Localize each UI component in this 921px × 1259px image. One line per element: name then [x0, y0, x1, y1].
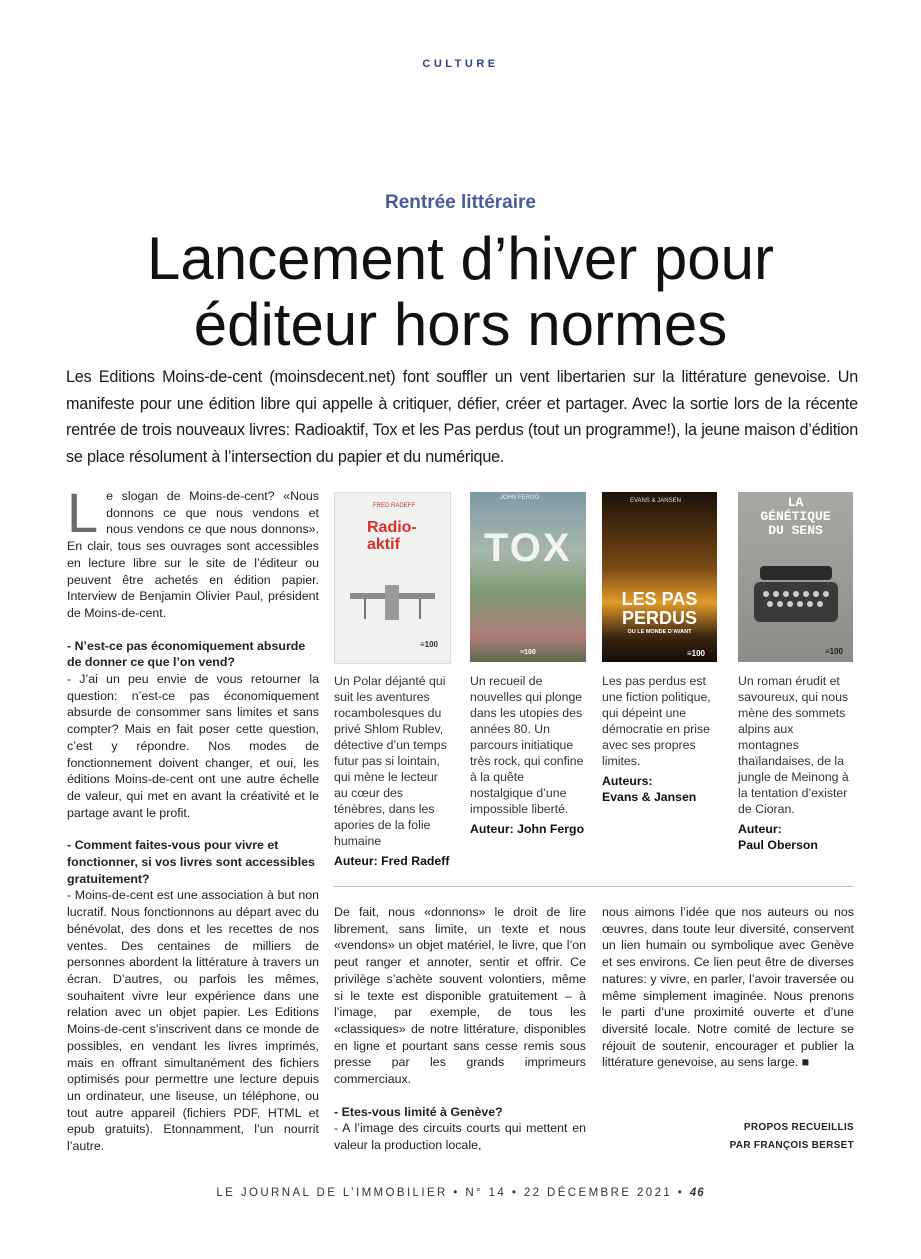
- footer-text: LE JOURNAL DE L’IMMOBILIER • N° 14 • 22 DÉCEMBRE 2021 •: [216, 1187, 685, 1199]
- caption-author: Auteur: Fred Radeff: [334, 854, 450, 868]
- cover-title-line: LES PAS: [621, 589, 698, 609]
- intro-text: e slogan de Moins-de-cent? «Nous donnons ce que nous vendons et nous vendons ce que nous donnons». En clair, tous ses ouvrages sont accessibles en lecture libre sur le site de l’éditeur ou peuvent être achetés en édition papier. Interview de Benjamin Olivier Paul, président de Moins-de-cent.: [67, 489, 319, 620]
- drop-cap: L: [67, 481, 99, 544]
- cover-title-line: Radio-: [367, 519, 417, 536]
- right-paragraph: [602, 904, 854, 1071]
- right-column: [602, 904, 854, 1087]
- headline-line-1: Lancement d’hiver pour: [146, 225, 775, 292]
- book-cover-radioaktif: [334, 492, 451, 664]
- book-cover-les-pas-perdus: [602, 492, 717, 662]
- caption-text: Un Polar déjanté qui suit les aventures rocambolesques du privé Shlom Rublev, détective d’un temps futur pas si lointain, qui mène le lecteur au cœur des ténèbres, dans les apories de la folie humaine: [334, 674, 447, 848]
- cover-author: FRED RADEFF: [373, 503, 415, 509]
- question-3: - Etes-vous limité à Genève?: [334, 1104, 503, 1119]
- answer-3: - A l’image des circuits courts qui mettent en valeur la production locale,: [334, 1121, 586, 1153]
- cover-title-line: aktif: [367, 536, 400, 553]
- caption-author: Paul Oberson: [738, 838, 818, 852]
- middle-column: [334, 904, 586, 1170]
- question-2: - Comment faites-vous pour vivre et fonctionner, si vos livres sont accessibles gratuitement?: [67, 838, 315, 886]
- page-footer: [0, 1187, 921, 1199]
- cover-title-line: PERDUS: [621, 608, 697, 628]
- headline-line-2: éditeur hors normes: [193, 291, 728, 358]
- book-caption-radioaktif: [334, 673, 452, 869]
- cover-title-line: GÉNÉTIQUE: [760, 509, 831, 524]
- cover-title-line: LA: [787, 495, 804, 510]
- caption-text: Les pas perdus est une fiction politique, qui dépeint une démocratie en prise avec ses propres limites.: [602, 674, 711, 768]
- typewriter-illustration: [750, 560, 842, 630]
- publisher-logo: ≡100: [520, 649, 536, 656]
- right-text: nous aimons l’idée que nos auteurs ou nos œuvres, dans toute leur diversité, conservent un lien humain ou symbolique avec Genève et ses environs. Ce lien peut être de diverses natures: y vivre, en parler, l’avoir traversée ou même simplement imaginée. Nous prenons le parti d’une proximité ouverte et d’une diversité locale. Notre comité de lecture se réjouit de soutenir, encourager et publier la littérature genevoise, au sens large.: [602, 905, 854, 1070]
- cover-title: [367, 519, 417, 553]
- book-cover-la-genetique-du-sens: [738, 492, 853, 662]
- end-mark: ■: [801, 1055, 810, 1070]
- credit-line-1: PROPOS RECUEILLIS: [743, 1122, 854, 1133]
- question-1: - N’est-ce pas économiquement absurde de donner ce que l’on vend?: [67, 638, 306, 670]
- middle-paragraph: De fait, nous «donnons» le droit de lire librement, sans limite, un texte et nous «vendons» un objet matériel, le livre, que l’on peut ranger et annoter, sentir et offrir. Ce privilège s’achète souvent volontiers, même si le texte est disponible gratuitement – à l’image, par exemple, de tous les «classiques» de notre littérature, disponibles en ligne et pourtant sans cesse remis sous presse par les grands imprimeurs commerciaux.: [334, 905, 586, 1087]
- cover-subtitle: OU LE MONDE D’AVANT: [627, 629, 692, 635]
- article-lead: Les Editions Moins-de-cent (moinsdecent.net) font souffler un vent libertarien sur la littérature genevoise. Un manifeste pour une édition libre qui appelle à critiquer, défier, créer et partager. Avec la sortie lors de la récente rentrée de trois nouveaux livres: Radioaktif, Tox et les Pas perdus (tout un programme!), la jeune maison d’édition se place résolument à l’intersection du papier et du numérique.: [66, 368, 858, 466]
- answer-2: - Moins-de-cent est une association à but non lucratif. Nous fonctionnons au départ avec du bénévolat, des dons et les recettes de nos ventes. Des centaines de milliers de personnes abordent la littérature à travers un écran. D’autres, ou parfois les mêmes, souhaitent vivre leur expérience dans une relation avec un objet papier. Les Editions Moins-de-cent s’inscrivent dans ce monde de possibles, en vendant les livres imprimés, mais en offrant simultanément des fichiers optimisés pour permettre une lecture depuis un ordinateur, une liseuse, un téléphone, ou tout autre appareil (fichiers PDF, HTML et epub gratuits). Etonnamment, l’un nourrit l’autre.: [67, 888, 319, 1154]
- book-cover-tox: [470, 492, 586, 662]
- left-column: [67, 481, 319, 1171]
- caption-text: Un roman érudit et savoureux, qui nous mène des sommets alpins aux montagnes thaïlandaises, de la jungle de Meinong à la tentation d’exister de Cioran.: [738, 674, 849, 816]
- cover-author: JOHN FERGO: [500, 495, 540, 501]
- cover-title: [738, 496, 853, 538]
- interview-credit: [602, 1119, 854, 1155]
- intro-paragraph: [67, 481, 319, 622]
- publisher-logo: ≡100: [824, 647, 843, 656]
- divider-rule: [334, 886, 854, 887]
- cover-author: EVANS & JANSEN: [630, 498, 681, 504]
- book-caption-tox: [470, 673, 586, 837]
- airplane-illustration: [345, 575, 440, 625]
- credit-line-2: PAR FRANÇOIS BERSET: [729, 1140, 854, 1151]
- answer-1: - J’ai un peu envie de vous retourner la question: n’est-ce pas économiquement absurde de consommer sans limites et sans compter? Mais en fait poser cette question, c’est y répondre. Nos modes de fonctionnement doivent changer, et oui, les éditions Moins-de-cent ont une autre échelle de valeur, qui met en avant la créativité et le partage avant le profit.: [67, 672, 319, 820]
- cover-title: [608, 590, 711, 628]
- cover-title-line: DU SENS: [768, 523, 823, 538]
- book-caption-les-pas-perdus: [602, 673, 714, 805]
- publisher-logo: ≡100: [686, 649, 705, 658]
- article-kicker: Rentrée littéraire: [384, 192, 536, 213]
- page-number: 46: [689, 1187, 705, 1199]
- article-headline: [60, 226, 861, 358]
- caption-author: Auteur: John Fergo: [470, 822, 585, 836]
- section-label: CULTURE: [422, 58, 499, 70]
- publisher-logo: ≡100: [419, 640, 438, 649]
- caption-author-label: Auteurs:: [602, 774, 653, 788]
- caption-author: Evans & Jansen: [602, 790, 697, 804]
- cover-title: TOX: [484, 526, 572, 570]
- caption-text: Un recueil de nouvelles qui plonge dans les utopies des années 80. Un parcours initiatique très rock, qui confine à la quête nostalgique d’une impossible liberté.: [470, 674, 584, 816]
- caption-author-label: Auteur:: [738, 822, 782, 836]
- book-caption-la-genetique-du-sens: [738, 673, 853, 853]
